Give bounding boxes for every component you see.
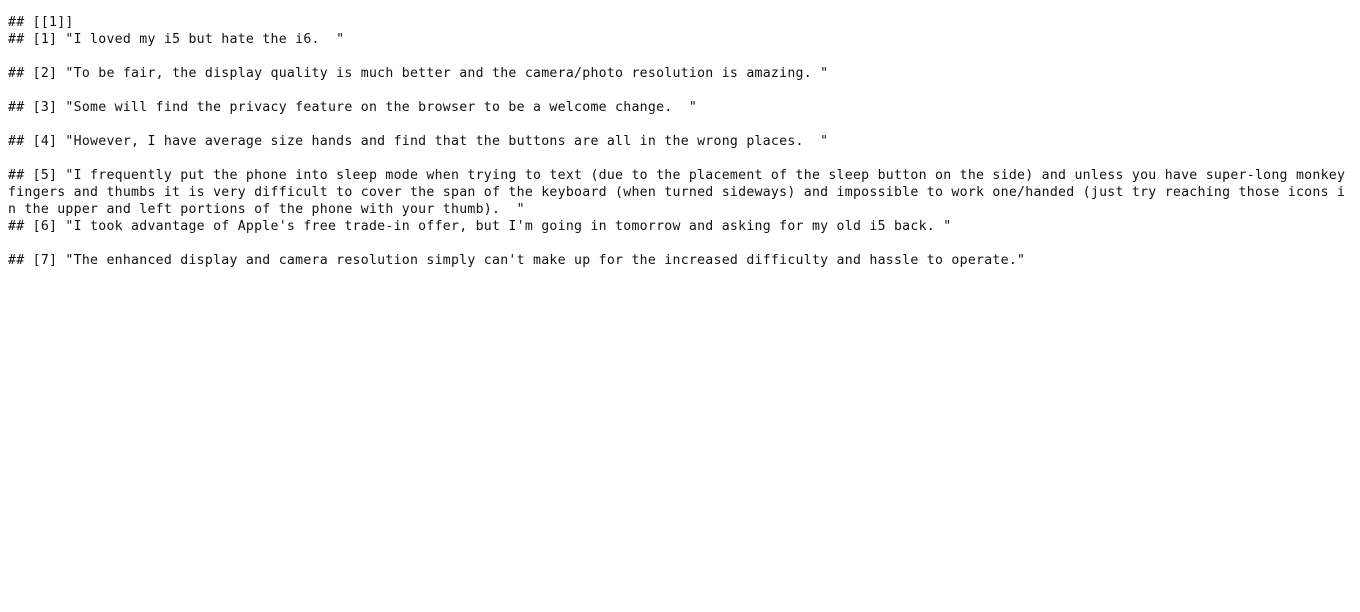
console-line: ## [3] "Some will find the privacy feature on the browser to be a welcome change. " xyxy=(8,100,698,115)
console-blank-line xyxy=(8,82,1352,99)
console-output xyxy=(0,0,1360,269)
console-line: ## [[1]] xyxy=(8,15,74,30)
console-line: ## [1] "I loved my i5 but hate the i6. " xyxy=(8,32,345,47)
console-line: ## [4] "However, I have average size hands and find that the buttons are all in the wrong places. " xyxy=(8,134,829,149)
console-blank-line xyxy=(8,116,1352,133)
console-blank-line xyxy=(8,235,1352,252)
console-line: ## [7] "The enhanced display and camera resolution simply can't make up for the increased difficulty and hassle to operate." xyxy=(8,253,1026,268)
console-line: ## [5] "I frequently put the phone into sleep mode when trying to text (due to the placement of the sleep button on the side) and unless you have super-long monkey fingers and thumbs it is very difficult to cover the span of the keyboard (when turned sideways) and impossible to work one/handed (just try reaching those icons in the upper and left portions of the phone with your thumb). " xyxy=(8,168,1354,217)
console-line: ## [2] "To be fair, the display quality is much better and the camera/photo resolution is amazing. " xyxy=(8,66,829,81)
console-blank-line xyxy=(8,150,1352,167)
console-line: ## [6] "I took advantage of Apple's free trade-in offer, but I'm going in tomorrow and asking for my old i5 back. " xyxy=(8,219,952,234)
console-blank-line xyxy=(8,48,1352,65)
